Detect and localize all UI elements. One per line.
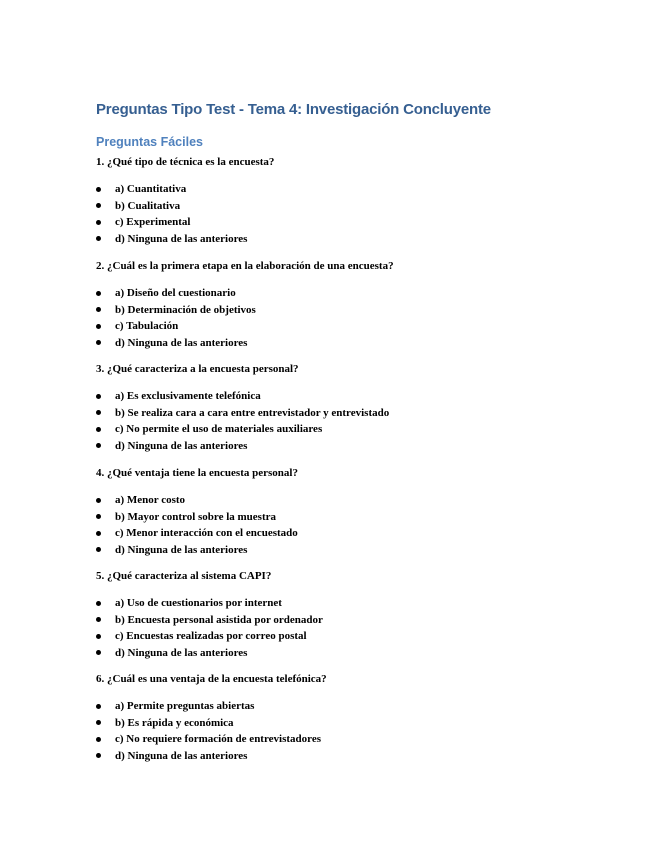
bullet-icon [96, 443, 101, 448]
bullet-icon [96, 498, 101, 503]
option-a [96, 389, 636, 406]
bullet-icon [96, 617, 101, 622]
bullet-icon [96, 427, 101, 432]
option-label: c) No permite el uso de materiales auxiliares [115, 423, 323, 436]
bullet-icon [96, 650, 101, 655]
question-5 [96, 569, 636, 662]
question-text: 5. ¿Qué caracteriza al sistema CAPI? [96, 570, 272, 582]
option-c [96, 215, 636, 232]
option-label: d) Ninguna de las anteriores [115, 543, 248, 556]
option-label: c) Tabulación [115, 320, 179, 333]
bullet-icon [96, 220, 101, 225]
bullet-icon [96, 236, 101, 241]
option-a [96, 699, 636, 716]
option-a [96, 182, 636, 199]
option-d [96, 232, 636, 249]
bullet-icon [96, 410, 101, 415]
option-label: a) Diseño del cuestionario [115, 287, 236, 299]
question-2 [96, 259, 636, 352]
options-list [96, 699, 636, 765]
bullet-icon [96, 737, 101, 742]
bullet-icon [96, 547, 101, 552]
option-label: c) No requiere formación de entrevistadores [115, 733, 322, 746]
option-label: b) Se realiza cara a cara entre entrevistador y entrevistado [115, 406, 390, 419]
option-label: b) Es rápida y económica [115, 716, 234, 729]
option-d [96, 543, 636, 560]
option-c [96, 422, 636, 439]
bullet-icon [96, 307, 101, 312]
option-label: b) Determinación de objetivos [115, 303, 256, 316]
option-a [96, 596, 636, 613]
bullet-icon [96, 704, 101, 709]
option-c [96, 319, 636, 336]
option-b [96, 199, 636, 216]
question-text: 3. ¿Qué caracteriza a la encuesta personal? [96, 363, 299, 375]
option-label: c) Encuestas realizadas por correo postal [115, 630, 307, 643]
section-title: Preguntas Fáciles [96, 135, 203, 149]
option-b [96, 510, 636, 527]
bullet-icon [96, 187, 101, 192]
option-label: d) Ninguna de las anteriores [115, 232, 248, 245]
option-d [96, 439, 636, 456]
question-6 [96, 672, 636, 765]
question-4 [96, 466, 636, 559]
question-text: 2. ¿Cuál es la primera etapa en la elaboración de una encuesta? [96, 260, 394, 272]
bullet-icon [96, 291, 101, 296]
bullet-icon [96, 394, 101, 399]
option-label: b) Mayor control sobre la muestra [115, 510, 277, 523]
bullet-icon [96, 720, 101, 725]
options-list [96, 596, 636, 662]
option-label: d) Ninguna de las anteriores [115, 439, 248, 452]
options-list [96, 286, 636, 352]
bullet-icon [96, 634, 101, 639]
option-label: d) Ninguna de las anteriores [115, 646, 248, 659]
option-label: c) Menor interacción con el encuestado [115, 527, 298, 540]
question-text: 4. ¿Qué ventaja tiene la encuesta personal? [96, 467, 298, 479]
option-label: a) Permite preguntas abiertas [115, 700, 255, 712]
question-text: 1. ¿Qué tipo de técnica es la encuesta? [96, 156, 275, 168]
bullet-icon [96, 324, 101, 329]
option-label: c) Experimental [115, 216, 191, 229]
option-d [96, 336, 636, 353]
option-label: b) Cualitativa [115, 199, 181, 212]
option-d [96, 749, 636, 766]
bullet-icon [96, 753, 101, 758]
question-text: 6. ¿Cuál es una ventaja de la encuesta telefónica? [96, 673, 327, 685]
option-label: a) Uso de cuestionarios por internet [115, 597, 282, 609]
option-a [96, 286, 636, 303]
option-c [96, 526, 636, 543]
bullet-icon [96, 531, 101, 536]
bullet-icon [96, 203, 101, 208]
option-label: a) Es exclusivamente telefónica [115, 390, 261, 402]
option-b [96, 716, 636, 733]
option-label: d) Ninguna de las anteriores [115, 336, 248, 349]
option-c [96, 629, 636, 646]
question-1 [96, 155, 636, 248]
option-b [96, 303, 636, 320]
option-c [96, 732, 636, 749]
question-3 [96, 362, 636, 455]
option-b [96, 406, 636, 423]
options-list [96, 493, 636, 559]
option-label: a) Menor costo [115, 494, 186, 506]
bullet-icon [96, 340, 101, 345]
bullet-icon [96, 601, 101, 606]
options-list [96, 182, 636, 248]
options-list [96, 389, 636, 455]
option-label: a) Cuantitativa [115, 183, 187, 195]
option-b [96, 613, 636, 630]
bullet-icon [96, 514, 101, 519]
option-d [96, 646, 636, 663]
option-label: d) Ninguna de las anteriores [115, 749, 248, 762]
document-title: Preguntas Tipo Test - Tema 4: Investigación Concluyente [96, 101, 491, 118]
option-label: b) Encuesta personal asistida por ordenador [115, 613, 323, 626]
option-a [96, 493, 636, 510]
